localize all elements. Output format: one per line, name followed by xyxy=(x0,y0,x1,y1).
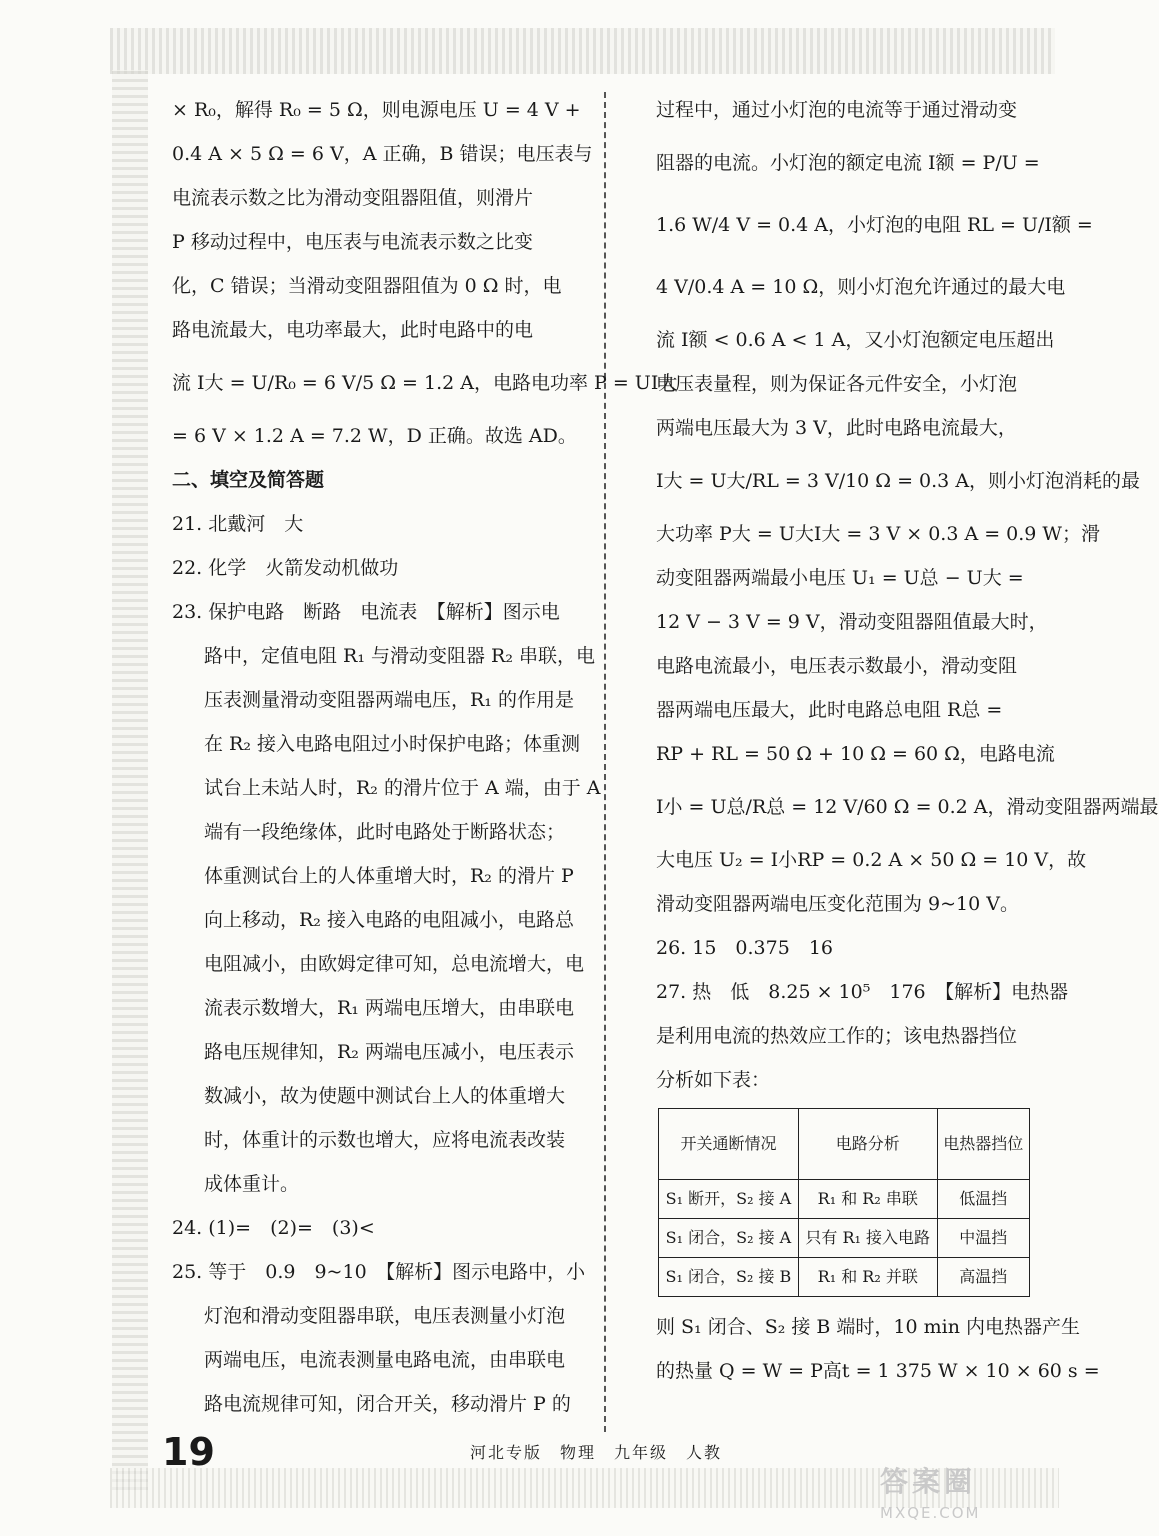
text-line: 大功率 P大 = U大I大 = 3 V × 0.3 A = 0.9 W；滑 xyxy=(656,523,1100,545)
text-line: 则 S₁ 闭合、S₂ 接 B 端时，10 min 内电热器产生 xyxy=(656,1316,1081,1338)
gear-table-wrap xyxy=(656,1108,1036,1297)
text-line: P 移动过程中，电压表与电流表示数之比变 xyxy=(172,231,533,253)
text-line: 大电压 U₂ = I小RP = 0.2 A × 50 Ω = 10 V，故 xyxy=(656,849,1087,871)
text-line: 过程中，通过小灯泡的电流等于通过滑动变 xyxy=(656,99,1018,121)
page-border-top xyxy=(110,28,1055,74)
text-line: = 6 V × 1.2 A = 7.2 W，D 正确。故选 AD。 xyxy=(172,425,577,447)
answer-21: 21. 北戴河 大 xyxy=(172,513,304,535)
table-cell: S₁ 断开，S₂ 接 A xyxy=(659,1180,799,1219)
text-line: 分析如下表： xyxy=(656,1069,771,1091)
section-title: 二、填空及简答题 xyxy=(172,469,325,491)
text-line: 流 I额 < 0.6 A < 1 A，又小灯泡额定电压超出 xyxy=(656,329,1055,351)
answer-24: 24. (1)= (2)= (3)< xyxy=(172,1217,375,1239)
text-line: 成体重计。 xyxy=(204,1173,300,1195)
text-line: 数减小，故为使题中测试台上人的体重增大 xyxy=(204,1085,566,1107)
table-header-cell: 开关通断情况 xyxy=(659,1109,799,1180)
table-row xyxy=(659,1219,1030,1258)
formula-line: 1.6 W/4 V = 0.4 A，小灯泡的电阻 RL = U/I额 = xyxy=(656,214,1093,236)
text-line: 路电流最大，电功率最大，此时电路中的电 xyxy=(172,319,534,341)
table-cell: S₁ 闭合，S₂ 接 B xyxy=(659,1258,799,1297)
text-line: 0.4 A × 5 Ω = 6 V，A 正确，B 错误；电压表与 xyxy=(172,143,593,165)
formula-line: I小 = U总/R总 = 12 V/60 Ω = 0.2 A，滑动变阻器两端最 xyxy=(656,796,1159,818)
text-line: 时，体重计的示数也增大，应将电流表改装 xyxy=(204,1129,566,1151)
text-line: 电路电流最小，电压表示数最小，滑动变阻 xyxy=(656,655,1018,677)
formula-line: 流 I大 = U/R₀ = 6 V/5 Ω = 1.2 A，电路电功率 P = UI大 xyxy=(172,372,678,394)
gear-analysis-table xyxy=(658,1108,1030,1297)
text-line: 12 V − 3 V = 9 V，滑动变阻器阻值最大时， xyxy=(656,611,1048,633)
text-line: 路电流规律可知，闭合开关，移动滑片 P 的 xyxy=(204,1393,571,1415)
text-line: 化，C 错误；当滑动变阻器阻值为 0 Ω 时，电 xyxy=(172,275,562,297)
text-line: 两端电压最大为 3 V，此时电路电流最大， xyxy=(656,417,1017,439)
answer-26: 26. 15 0.375 16 xyxy=(656,937,834,959)
text-line: 流表示数增大，R₁ 两端电压增大，由串联电 xyxy=(204,997,574,1019)
text-line: 端有一段绝缘体，此时电路处于断路状态； xyxy=(204,821,566,843)
table-cell: 中温挡 xyxy=(937,1219,1029,1258)
page-border-left xyxy=(112,70,148,1490)
table-header-cell: 电路分析 xyxy=(798,1109,937,1180)
text-line: 在 R₂ 接入电路电阻过小时保护电路；体重测 xyxy=(204,733,581,755)
answer-27: 27. 热 低 8.25 × 10⁵ 176 【解析】电热器 xyxy=(656,981,1069,1003)
formula-line: 阻器的电流。小灯泡的额定电流 I额 = P/U = xyxy=(656,152,1040,174)
watermark-big: 答案圈 xyxy=(880,1465,977,1498)
right-column xyxy=(656,88,1159,1393)
text-line: RP + RL = 50 Ω + 10 Ω = 60 Ω，电路电流 xyxy=(656,743,1055,765)
text-line: 两端电压，电流表测量电路电流，由串联电 xyxy=(204,1349,566,1371)
answer-25: 25. 等于 0.9 9~10 【解析】图示电路中，小 xyxy=(172,1261,586,1283)
table-cell: R₁ 和 R₂ 串联 xyxy=(798,1180,937,1219)
text-line: 路电压规律知，R₂ 两端电压减小，电压表示 xyxy=(204,1041,574,1063)
text-line: 向上移动，R₂ 接入电路的电阻减小，电路总 xyxy=(204,909,574,931)
table-cell: 只有 R₁ 接入电路 xyxy=(798,1219,937,1258)
table-cell: R₁ 和 R₂ 并联 xyxy=(798,1258,937,1297)
column-divider xyxy=(604,92,606,1432)
text-line: 动变阻器两端最小电压 U₁ = U总 − U大 = xyxy=(656,567,1024,589)
formula-line: 4 V/0.4 A = 10 Ω，则小灯泡允许通过的最大电 xyxy=(656,276,1066,298)
table-cell: S₁ 闭合，S₂ 接 A xyxy=(659,1219,799,1258)
watermark-logo xyxy=(880,1460,1050,1530)
text-line: × R₀，解得 R₀ = 5 Ω，则电源电压 U = 4 V + xyxy=(172,99,581,121)
answer-23: 23. 保护电路 断路 电流表 【解析】图示电 xyxy=(172,601,560,623)
text-line: 的热量 Q = W = P高t = 1 375 W × 10 × 60 s = xyxy=(656,1360,1100,1382)
text-line: 是利用电流的热效应工作的；该电热器挡位 xyxy=(656,1025,1018,1047)
answer-22: 22. 化学 火箭发动机做功 xyxy=(172,557,399,579)
text-line: 压表测量滑动变阻器两端电压，R₁ 的作用是 xyxy=(204,689,574,711)
text-line: 路中，定值电阻 R₁ 与滑动变阻器 R₂ 串联，电 xyxy=(204,645,596,667)
footer-text: 河北专版 物理 九年级 人教 xyxy=(470,1443,723,1462)
text-line: 滑动变阻器两端电压变化范围为 9~10 V。 xyxy=(656,893,1019,915)
watermark-small: MXQE.COM xyxy=(880,1504,981,1522)
text-line: 灯泡和滑动变阻器串联，电压表测量小灯泡 xyxy=(204,1305,566,1327)
table-header-row xyxy=(659,1109,1030,1180)
left-column xyxy=(172,88,678,1426)
text-line: 电压表量程，则为保证各元件安全，小灯泡 xyxy=(656,373,1018,395)
text-line: 电阻减小，由欧姆定律可知，总电流增大，电 xyxy=(204,953,585,975)
page-number: 19 xyxy=(162,1430,215,1474)
formula-line: I大 = U大/RL = 3 V/10 Ω = 0.3 A，则小灯泡消耗的最 xyxy=(656,470,1141,492)
text-line: 器两端电压最大，此时电路总电阻 R总 = xyxy=(656,699,1003,721)
table-cell: 低温挡 xyxy=(937,1180,1029,1219)
table-header-cell: 电热器挡位 xyxy=(937,1109,1029,1180)
text-line: 电流表示数之比为滑动变阻器阻值，则滑片 xyxy=(172,187,534,209)
text-line: 体重测试台上的人体重增大时，R₂ 的滑片 P xyxy=(204,865,574,887)
table-row xyxy=(659,1258,1030,1297)
text-line: 试台上未站人时，R₂ 的滑片位于 A 端，由于 A xyxy=(204,777,601,799)
table-row xyxy=(659,1180,1030,1219)
table-cell: 高温挡 xyxy=(937,1258,1029,1297)
